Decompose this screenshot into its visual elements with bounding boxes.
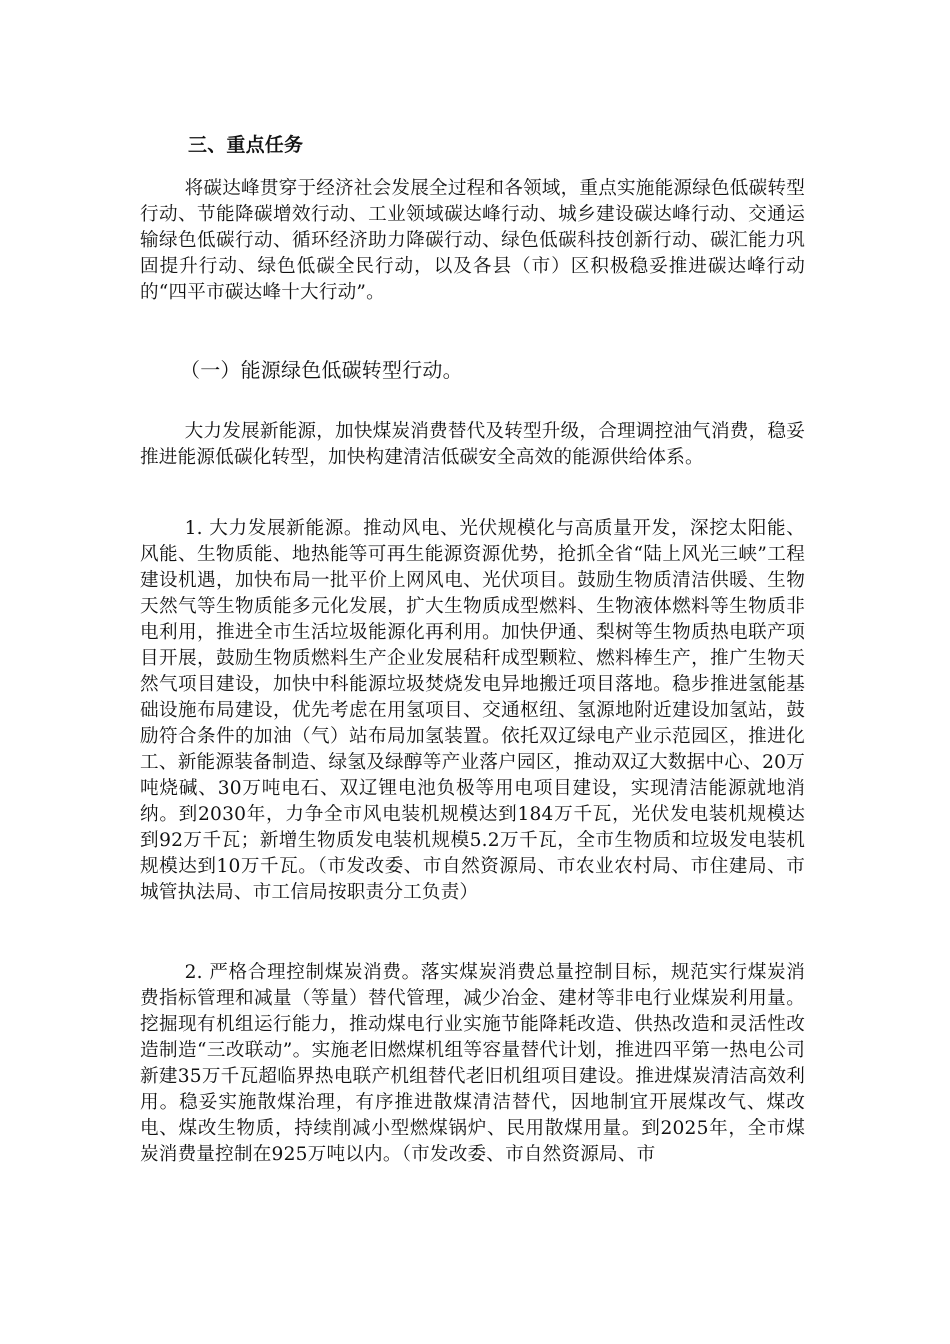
task-item-1-paragraph: 1. 大力发展新能源。推动风电、光伏规模化与高质量开发，深挖太阳能、风能、生物质能、地热能等可再生能源资源优势，抢抓全省“陆上风光三峡”工程建设机遇，加快布局一批平价上网风电、光伏项目。鼓励生物质清洁供暖、生物天然气等生物质能多元化发展，扩大生物质成型燃料、生物液体燃料等生物质非电利用，推进全市生活垃圾能源化再利用。加快伊通、梨树等生物质热电联产项目开展，鼓励生物质燃料生产企业发展秸秆成型颗粒、燃料棒生产，推广生物天然气项目建设，加快中科能源垃圾焚烧发电异地搬迁项目落地。稳步推进氢能基础设施布局建设，优先考虑在用氢项目、交通枢纽、氢源地附近建设加氢站，鼓励符合条件的加油（气）站布局加氢装置。依托双辽绿电产业示范园区，推进化工、新能源装备制造、绿氢及绿醇等产业落户园区，推动双辽大数据中心、20万吨烧碱、30万吨电石、双辽锂电池负极等用电项目建设，实现清洁能源就地消纳。到2030年，力争全市风电装机规模达到184万千瓦，光伏发电装机规模达到92万千瓦；新增生物质发电装机规模5.2万千瓦，全市生物质和垃圾发电装机规模达到10万千瓦。（市发改委、市自然资源局、市农业农村局、市住建局、市城管执法局、市工信局按职责分工负责）	[140, 518, 805, 903]
subsection-heading: （一）能源绿色低碳转型行动。	[180, 358, 463, 382]
section-heading: 三、重点任务	[188, 134, 304, 156]
intro-paragraph: 将碳达峰贯穿于经济社会发展全过程和各领域，重点实施能源绿色低碳转型行动、节能降碳增效行动、工业领域碳达峰行动、城乡建设碳达峰行动、交通运输绿色低碳行动、循环经济助力降碳行动、绿色低碳科技创新行动、碳汇能力巩固提升行动、绿色低碳全民行动，以及各县（市）区积极稳妥推进碳达峰行动的“四平市碳达峰十大行动”。	[140, 178, 805, 303]
task-item-2-paragraph: 2. 严格合理控制煤炭消费。落实煤炭消费总量控制目标，规范实行煤炭消费指标管理和减量（等量）替代管理，减少冶金、建材等非电行业煤炭利用量。挖掘现有机组运行能力，推动煤电行业实施节能降耗改造、供热改造和灵活性改造制造“三改联动”。实施老旧燃煤机组等容量替代计划，推进四平第一热电公司新建35万千瓦超临界热电联产机组替代老旧机组项目建设。推进煤炭清洁高效利用。稳妥实施散煤治理，有序推进散煤清洁替代，因地制宜开展煤改气、煤改电、煤改生物质，持续削减小型燃煤锅炉、民用散煤用量。到2025年，全市煤炭消费量控制在925万吨以内。（市发改委、市自然资源局、市	[140, 962, 805, 1165]
subsection-intro-paragraph: 大力发展新能源，加快煤炭消费替代及转型升级，合理调控油气消费，稳妥推进能源低碳化转型，加快构建清洁低碳安全高效的能源供给体系。	[140, 421, 805, 468]
